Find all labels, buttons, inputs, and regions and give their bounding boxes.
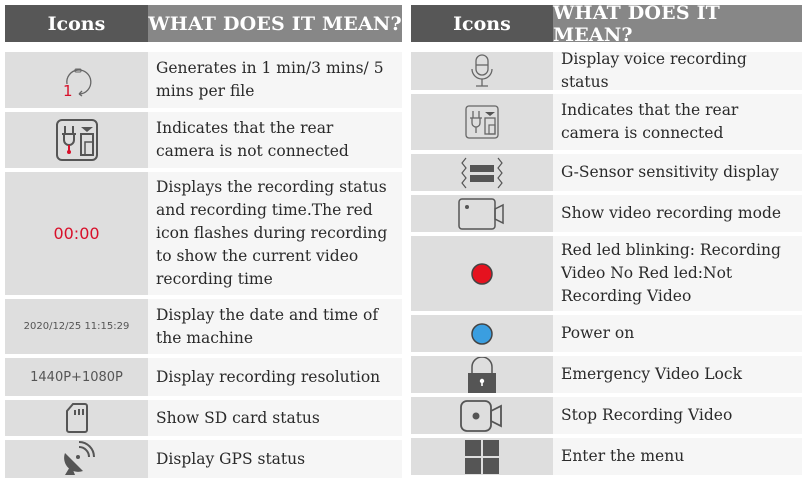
- meaning-text: Red led blinking: Recording Video No Red led:Not Recording Video: [553, 236, 802, 311]
- table-row: [411, 94, 802, 150]
- meaning-text: Indicates that the rear camera is not connected: [148, 112, 402, 168]
- microphone-icon: [411, 52, 553, 90]
- red-led-icon: [411, 236, 553, 311]
- menu-grid-icon: [411, 438, 553, 475]
- meaning-text: G-Sensor sensitivity display: [553, 154, 802, 191]
- gps-satellite-icon: [5, 440, 148, 478]
- loop-recording-icon: [5, 52, 148, 108]
- meaning-text: Display the date and time of the machine: [148, 299, 402, 354]
- icon-table-right: [411, 1, 802, 479]
- table-row: [5, 52, 402, 108]
- lock-icon: [411, 356, 553, 393]
- table-row: [411, 397, 802, 434]
- table-row: [5, 299, 402, 354]
- blue-led-icon: [411, 315, 553, 352]
- rear-camera-connected-icon: [411, 94, 553, 150]
- stop-recording-icon: [411, 397, 553, 434]
- table-row: [5, 400, 402, 436]
- meaning-text: Enter the menu: [553, 438, 802, 475]
- table-row: [5, 172, 402, 295]
- recording-time-display: 00:00: [5, 172, 148, 295]
- meaning-text: Display voice recording status: [553, 52, 802, 90]
- icon-table-left: [5, 5, 402, 482]
- table-row: [5, 440, 402, 478]
- meaning-text: Indicates that the rear camera is connected: [553, 94, 802, 150]
- sd-card-icon: [5, 400, 148, 436]
- meaning-text: Displays the recording status and recording time.The red icon flashes during recording to show the current video recording time: [148, 172, 402, 295]
- table-row: [411, 195, 802, 232]
- table-row: [5, 358, 402, 396]
- video-mode-icon: [411, 195, 553, 232]
- g-sensor-icon: [411, 154, 553, 191]
- table-row: [411, 438, 802, 475]
- table-header: [411, 1, 802, 46]
- meaning-text: Display recording resolution: [148, 358, 402, 396]
- rear-camera-disconnected-icon: [5, 112, 148, 168]
- table-header: [5, 5, 402, 42]
- meaning-text: Display GPS status: [148, 440, 402, 478]
- table-row: [411, 315, 802, 352]
- meaning-text: Show video recording mode: [553, 195, 802, 232]
- table-row: [411, 236, 802, 311]
- meaning-text: Show SD card status: [148, 400, 402, 436]
- table-row: [411, 52, 802, 90]
- svg-text:1: 1: [62, 82, 73, 100]
- resolution-display: 1440P+1080P: [5, 358, 148, 396]
- meaning-text: Emergency Video Lock: [553, 356, 802, 393]
- header-icons: Icons: [411, 5, 553, 42]
- meaning-text: Generates in 1 min/3 mins/ 5 mins per file: [148, 52, 402, 108]
- table-row: [411, 356, 802, 393]
- table-row: [5, 112, 402, 168]
- header-meaning: WHAT DOES IT MEAN?: [148, 5, 402, 42]
- meaning-text: Stop Recording Video: [553, 397, 802, 434]
- table-row: [411, 154, 802, 191]
- header-icons: Icons: [5, 5, 148, 42]
- header-meaning: WHAT DOES IT MEAN?: [553, 5, 802, 42]
- date-time-display: 2020/12/25 11:15:29: [5, 299, 148, 354]
- meaning-text: Power on: [553, 315, 802, 352]
